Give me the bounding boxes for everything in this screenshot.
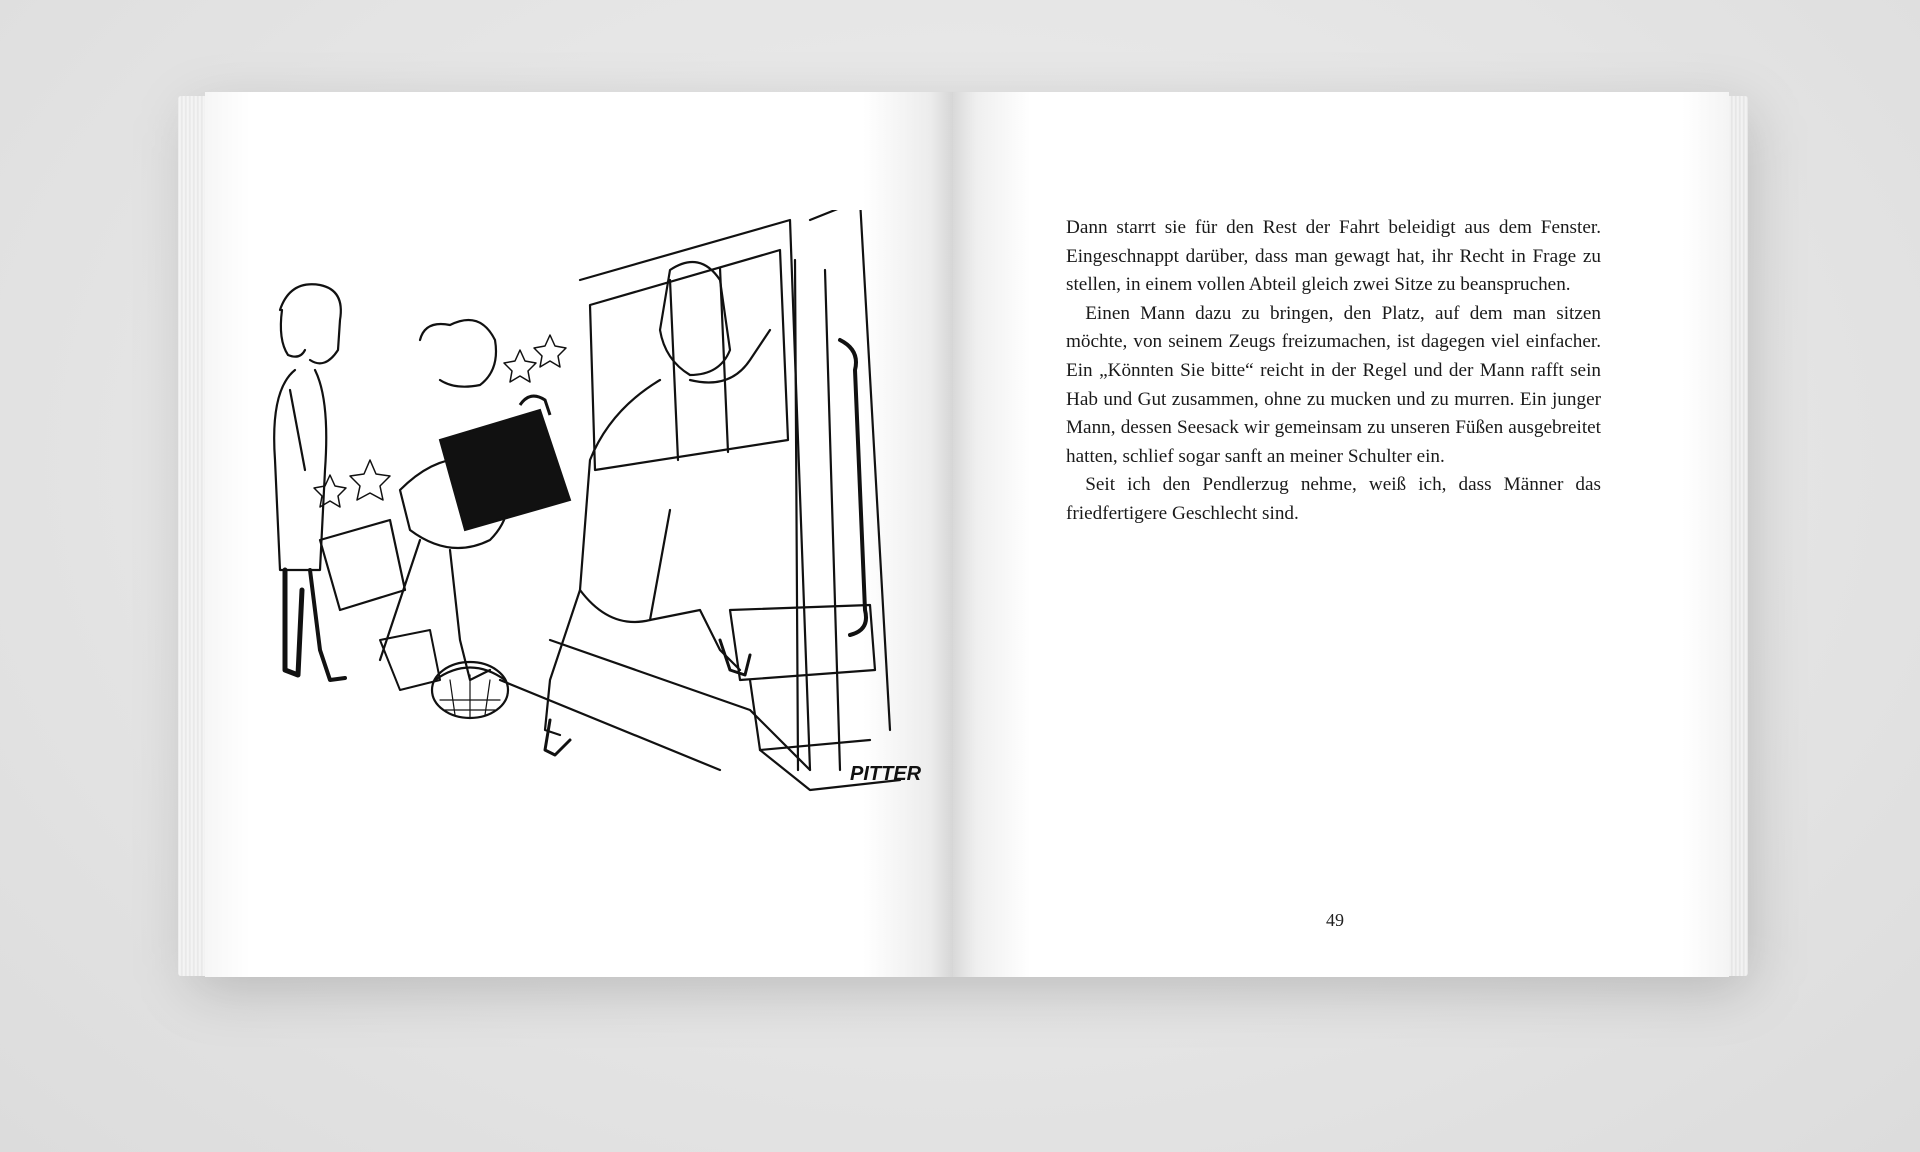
cartoon-illustration [250,210,950,830]
body-text [1066,214,1601,529]
paragraph: Einen Mann dazu zu bringen, den Platz, auf dem man sitzen möchte, von seinem Zeugs freizumachen, ist dagegen viel einfacher. Ein „Könnten Sie bitte“ reicht in der Regel und der Mann rafft sein Hab und Gut zusammen, ohne zu mucken und zu murren. Ein junger Mann, dessen Seesack wir gemeinsam zu unseren Füßen ausgebreitet hatten, schlief sogar sanft an meiner Schulter ein. [1066,302,1601,467]
page-edges-right [1728,96,1748,976]
paragraph: Seit ich den Pendlerzug nehme, weiß ich, dass Männer das friedfertigere Geschlecht sind. [1066,474,1601,524]
briefcase-icon [440,410,570,530]
page-number: 49 [1326,910,1344,930]
paragraph: Dann starrt sie für den Rest der Fahrt beleidigt aus dem Fenster. Eingeschnappt darüber, dass man gewagt hat, ihr Recht in Frage zu stellen, in einem vollen Abteil gleich zwei Sitze zu beanspruchen. [1066,217,1601,296]
page-edges-left [178,96,206,976]
illustration-signature: PITTER [850,763,922,785]
